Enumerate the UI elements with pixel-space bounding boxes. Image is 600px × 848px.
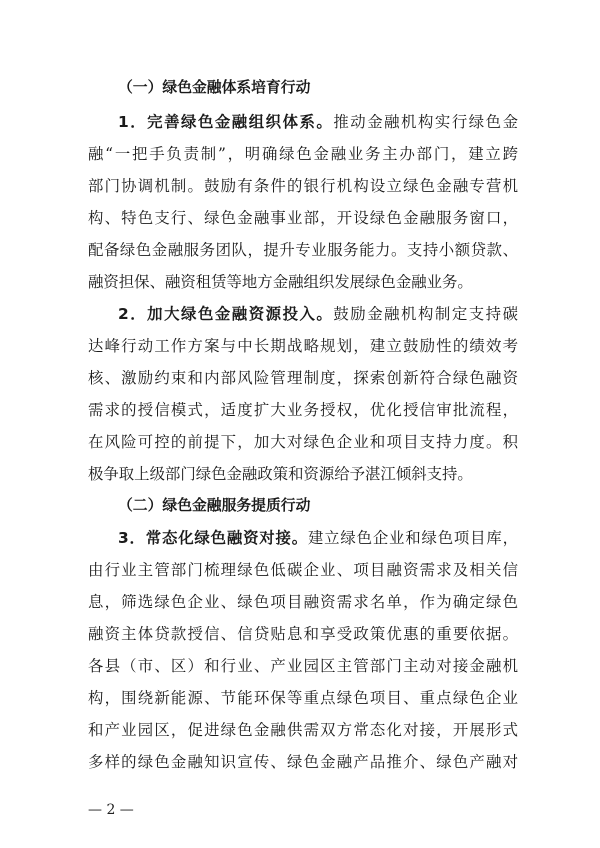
paragraph-3-line-8: 多样的绿色金融知识宣传、绿色金融产品推介、绿色产融对 [88, 753, 518, 771]
page-number: — 2 — [88, 802, 134, 818]
paragraph-3-lead: 3．常态化绿色融资对接。 [118, 529, 308, 547]
paragraph-2-text: 鼓励金融机构制定支持碳 [333, 305, 518, 323]
paragraph-1-line-5: 配备绿色金融服务团队，提升专业服务能力。支持小额贷款、 [88, 241, 518, 259]
paragraph-1-line-3: 部门协调机制。鼓励有条件的银行机构设立绿色金融专营机 [88, 177, 518, 195]
paragraph-2-line-2: 达峰行动工作方案与中长期战略规划，建立鼓励性的绩效考 [88, 337, 518, 355]
paragraph-1-line-6: 融资担保、融资租赁等地方金融组织发展绿色金融业务。 [88, 273, 473, 291]
paragraph-2-line-5: 在风险可控的前提下，加大对绿色企业和项目支持力度。积 [88, 433, 518, 451]
paragraph-3-line-7: 和产业园区，促进绿色金融供需双方常态化对接，开展形式 [88, 721, 518, 739]
paragraph-2-lead: 2．加大绿色金融资源投入。 [118, 305, 334, 323]
paragraph-3-line-6: 构，围绕新能源、节能环保等重点绿色项目、重点绿色企业 [88, 689, 518, 707]
paragraph-3-text: 建立绿色企业和绿色项目库， [307, 529, 518, 547]
section-heading-green-finance-system: （一）绿色金融体系培育行动 [118, 79, 311, 96]
paragraph-1-text: 推动金融机构实行绿色金 [333, 113, 518, 131]
paragraph-3-line-5: 各县（市、区）和行业、产业园区主管部门主动对接金融机 [88, 657, 518, 675]
paragraph-2-line-3: 核、激励约束和内部风险管理制度，探索创新符合绿色融资 [88, 369, 518, 387]
paragraph-2-line-1 [118, 304, 518, 324]
paragraph-2-line-4: 需求的授信模式，适度扩大业务授权，优化授信审批流程， [88, 401, 518, 419]
section-heading-green-finance-service: （二）绿色金融服务提质行动 [118, 497, 311, 514]
paragraph-1-line-4: 构、特色支行、绿色金融事业部，开设绿色金融服务窗口， [88, 209, 518, 227]
paragraph-3-line-4: 融资主体贷款授信、信贷贴息和享受政策优惠的重要依据。 [88, 625, 518, 643]
paragraph-1-line-2: 融“一把手负责制”，明确绿色金融业务主办部门，建立跨 [88, 145, 518, 163]
paragraph-3-line-3: 息，筛选绿色企业、绿色项目融资需求名单，作为确定绿色 [88, 593, 518, 611]
paragraph-2-line-6: 极争取上级部门绿色金融政策和资源给予湛江倾斜支持。 [88, 465, 473, 483]
paragraph-1-line-1 [118, 112, 518, 132]
paragraph-3-line-2: 由行业主管部门梳理绿色低碳企业、项目融资需求及相关信 [88, 561, 518, 579]
paragraph-1-lead: 1．完善绿色金融组织体系。 [118, 113, 334, 131]
paragraph-3-line-1 [118, 528, 518, 548]
